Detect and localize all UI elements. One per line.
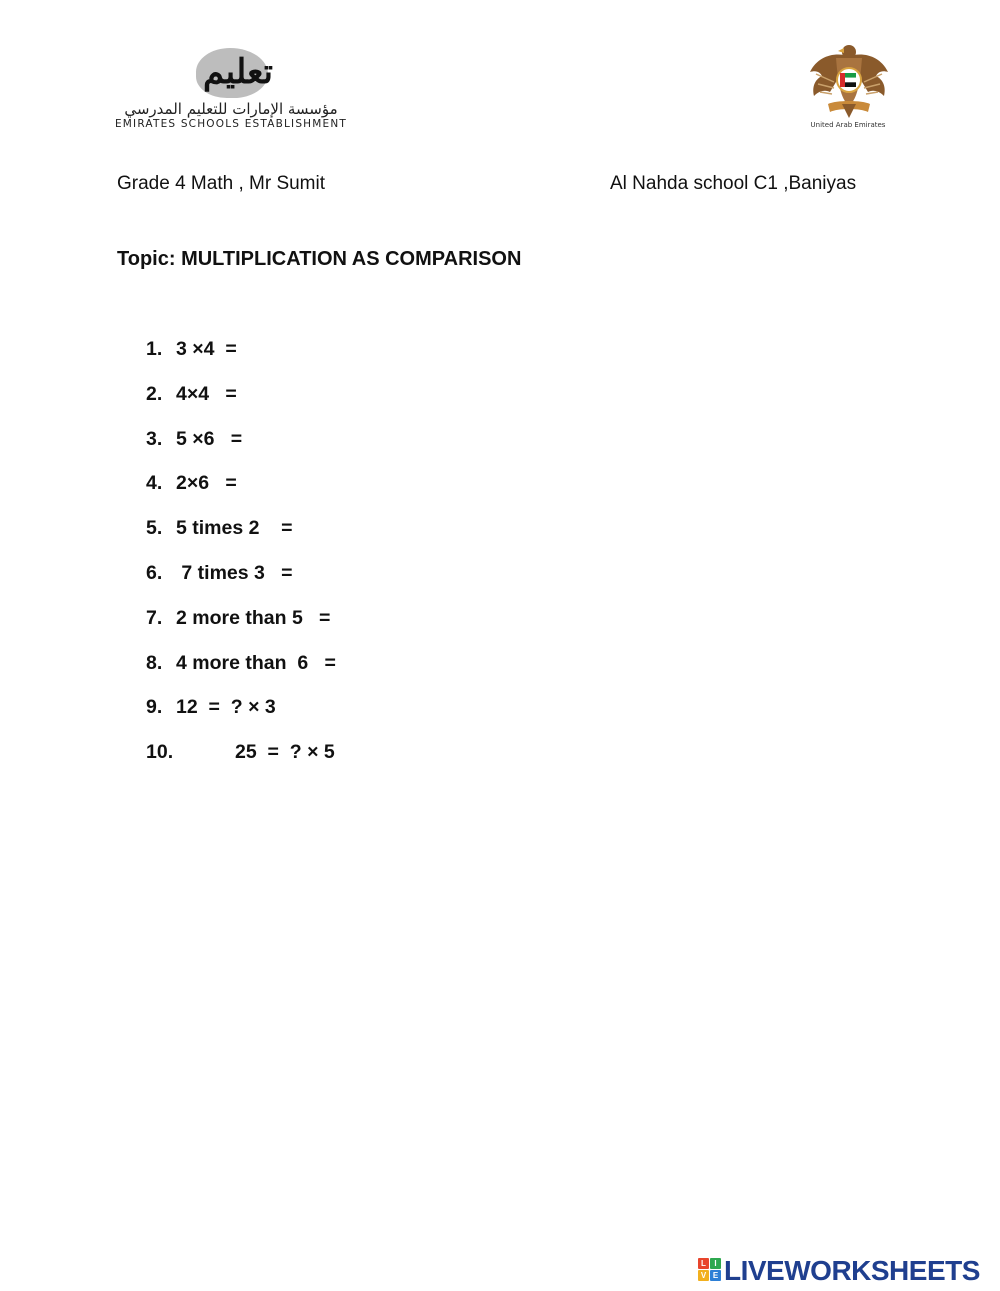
class-teacher-label: Grade 4 Math , Mr Sumit — [117, 173, 326, 194]
logo-tile: I — [710, 1258, 721, 1269]
question-number: 9. — [146, 696, 163, 719]
topic-heading: Topic: MULTIPLICATION AS COMPARISON — [117, 248, 522, 270]
falcon-emblem-icon — [806, 42, 892, 120]
question-item — [146, 694, 336, 739]
question-text: 5 ×6 = — [176, 427, 243, 450]
question-text: 4 more than 6 = — [176, 651, 336, 674]
liveworksheets-wordmark: LIVEWORKSHEETS — [724, 1255, 980, 1286]
emirates-schools-logo — [100, 44, 362, 136]
question-number: 7. — [146, 606, 163, 629]
logo-english-name: EMIRATES SCHOOLS ESTABLISHMENT — [114, 118, 348, 130]
question-text: 7 times 3 = — [176, 561, 293, 584]
question-item — [146, 381, 336, 426]
logo-tile: V — [698, 1270, 709, 1281]
question-number: 3. — [146, 427, 163, 450]
question-item — [146, 470, 336, 515]
question-item — [146, 336, 336, 381]
question-list — [146, 336, 336, 784]
logo-tile: E — [710, 1270, 721, 1281]
question-text: 3 ×4 = — [176, 338, 237, 360]
question-number: 10. — [146, 741, 174, 764]
question-text: 2 more than 5 = — [176, 606, 331, 629]
question-item — [146, 605, 336, 650]
logo-tile: L — [698, 1258, 709, 1269]
logo-calligraphy: تعليم — [202, 52, 273, 92]
question-text: 12 = ? × 3 — [176, 696, 276, 719]
logo-arabic-name: مؤسسة الإمارات للتعليم المدرسي — [124, 100, 338, 118]
question-number: 1. — [146, 338, 163, 360]
liveworksheets-logo-icon — [698, 1258, 722, 1282]
question-number: 8. — [146, 651, 163, 674]
emblem-caption: United Arab Emirates — [810, 121, 886, 129]
question-number: 6. — [146, 561, 163, 584]
question-text: 2×6 = — [176, 472, 237, 495]
question-text: 25 = ? × 5 — [235, 741, 335, 764]
question-text: 4×4 = — [176, 382, 237, 405]
question-text: 5 times 2 = — [176, 517, 293, 540]
question-number: 4. — [146, 472, 163, 495]
uae-emblem — [800, 42, 900, 134]
question-item — [146, 515, 336, 560]
question-item — [146, 650, 336, 695]
question-item — [146, 560, 336, 605]
school-name-label: Al Nahda school C1 ,Baniyas — [610, 173, 857, 194]
question-number: 2. — [146, 382, 163, 405]
question-item — [146, 739, 336, 784]
question-number: 5. — [146, 517, 163, 540]
question-item — [146, 426, 336, 471]
